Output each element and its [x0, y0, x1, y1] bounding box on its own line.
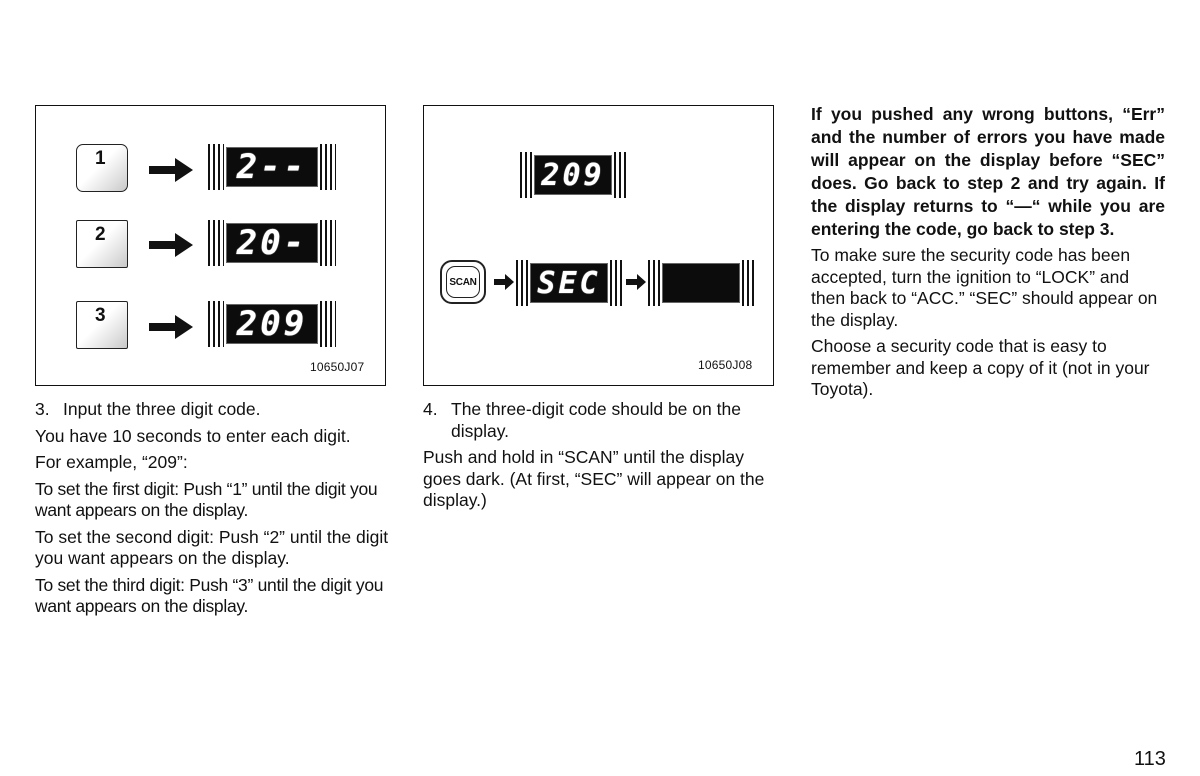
figure-code: 10650J07 — [310, 360, 365, 374]
step-text: The three-digit code should be on the display. — [451, 399, 741, 441]
paragraph: You have 10 seconds to enter each digit. — [35, 425, 351, 446]
warning-paragraph: If you pushed any wrong buttons, “Err” and the number of errors you have made will appear on the display before “SEC” does. Go back to step 2 and try again. If the display returns to “—“ while you are entering the code, go back to step 3. — [811, 104, 1165, 239]
right-arrow-icon — [626, 274, 646, 290]
step-text: Input the three digit code. — [63, 399, 261, 419]
lcd-display — [208, 144, 336, 190]
right-arrow-icon — [149, 233, 193, 257]
left-column-text — [35, 399, 391, 623]
page-number: 113 — [1134, 748, 1166, 770]
lcd-display — [208, 220, 336, 266]
paragraph: To make sure the security code has been accepted, turn the ignition to “LOCK” and then back to “ACC.” “SEC” should appear on the display. — [811, 245, 1158, 330]
key-button-2 — [76, 220, 128, 268]
paragraph: Push and hold in “SCAN” until the display goes dark. (At first, “SEC” will appear on the display.) — [423, 447, 765, 510]
lcd-display — [208, 301, 336, 347]
paragraph: To set the third digit: Push “3” until the digit you want appears on the display. — [35, 574, 384, 616]
figure-code-entry — [35, 105, 386, 386]
paragraph: For example, “209”: — [35, 452, 188, 472]
lcd-display-code — [520, 152, 626, 198]
key-label: 1 — [95, 148, 106, 169]
lcd-digits: 2-- — [236, 147, 308, 187]
paragraph: To set the second digit: Push “2” until the digit you want appears on the display. — [35, 526, 389, 568]
key-label: 3 — [95, 305, 106, 326]
lcd-digits: SEC — [537, 265, 601, 301]
lcd-digits: 209 — [236, 304, 308, 344]
paragraph: To set the first digit: Push “1” until the digit you want appears on the display. — [35, 478, 378, 520]
key-label: 2 — [95, 224, 106, 245]
scan-button — [440, 260, 486, 304]
scan-button-label: SCAN — [446, 266, 480, 298]
lcd-display-sec — [516, 260, 622, 306]
middle-column-text — [423, 399, 779, 517]
figure-code: 10650J08 — [698, 358, 753, 372]
lcd-digits: 209 — [541, 157, 605, 193]
right-arrow-icon — [149, 315, 193, 339]
figure-scan-display — [423, 105, 774, 386]
right-arrow-icon — [149, 158, 193, 182]
lcd-display-dark — [648, 260, 756, 306]
right-arrow-icon — [494, 274, 514, 290]
key-button-1 — [76, 144, 128, 192]
right-column-text — [811, 103, 1165, 406]
key-button-3 — [76, 301, 128, 349]
paragraph: Choose a security code that is easy to remember and keep a copy of it (not in your Toyota). — [811, 336, 1150, 399]
step-4: 4. The three-digit code should be on the display. — [423, 399, 779, 442]
lcd-digits: 20- — [236, 223, 308, 263]
step-3: 3. Input the three digit code. — [35, 399, 391, 421]
